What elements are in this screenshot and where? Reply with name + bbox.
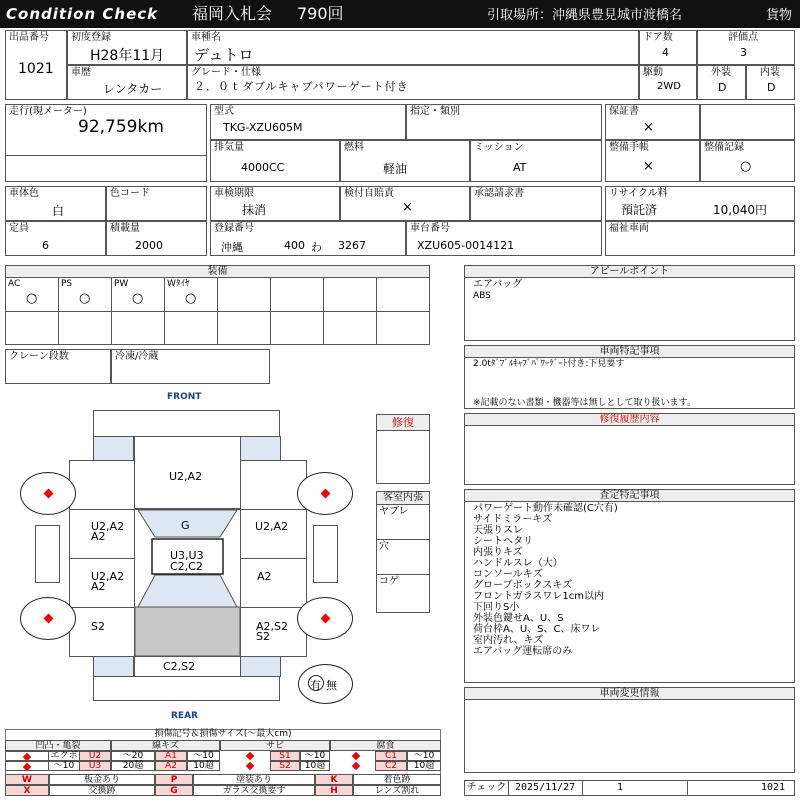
special-line-2: ※記載のない書類・機器等は無しとして取り扱います。: [473, 398, 696, 408]
note-line: フロントガラスワレ1cm以内: [473, 591, 605, 602]
check-number: 1: [617, 782, 624, 793]
note-line: 天張りスレ: [473, 525, 523, 536]
transmission-value: AT: [513, 161, 527, 174]
approval-label: 承認請求書: [474, 188, 524, 199]
code-key: H: [315, 785, 353, 796]
doors-value: 4: [662, 46, 669, 59]
roof-damage-2: C2,C2: [170, 560, 203, 573]
warranty-blank-box: [700, 104, 795, 140]
inspection-value: 抹消: [242, 203, 267, 217]
repair-history-panel: [464, 413, 795, 485]
check-label: チェック: [465, 781, 509, 795]
lf-door-damage-1: U2,A2: [91, 520, 125, 533]
recycle-status: 預託済: [621, 203, 658, 217]
manual-box: [605, 140, 700, 182]
left-front-fender: [69, 460, 135, 510]
capacity-box: [5, 221, 106, 256]
registration-number: 3267: [338, 239, 366, 252]
designation-label: 指定・類別: [410, 106, 460, 117]
equip-ps: [58, 277, 112, 312]
warranty-box: [605, 104, 700, 140]
special-title: 車両特記事項: [465, 346, 794, 358]
legend-code: U2: [79, 751, 111, 761]
interior-label: 内装: [760, 67, 780, 78]
capacity-value: 6: [42, 239, 49, 252]
rear-window: [138, 575, 237, 607]
legend-text: 10超: [187, 761, 220, 771]
car-name-box: [187, 30, 639, 65]
appeal-title: アピールポイント: [465, 266, 794, 278]
transmission-box: [470, 140, 602, 182]
interior-box: [746, 65, 795, 100]
spare-no: 無: [326, 679, 337, 692]
load-label: 積載量: [110, 223, 140, 234]
right-front-fender: [240, 460, 307, 510]
record-value: ○: [740, 159, 752, 174]
inspection-label: 車検期限: [214, 188, 254, 199]
car-name-value: デュトロ: [194, 46, 254, 64]
legend-code: U3: [79, 761, 111, 771]
chassis-label: 車台番号: [410, 223, 450, 234]
score-value: 3: [740, 46, 747, 59]
vehicle-category: 貨物: [766, 8, 793, 23]
fuel-value: 軽油: [383, 162, 408, 176]
note-line: シートヘタリ: [473, 536, 533, 547]
manual-value: ×: [643, 159, 654, 174]
legend-text: 10超: [300, 761, 330, 771]
repair-box: [376, 414, 430, 484]
legend-text: ～10: [407, 751, 441, 761]
left-front-door: [69, 509, 135, 559]
crane-box: [5, 349, 111, 384]
left-rear-door: [69, 558, 135, 608]
model-value: TKG-XZU605M: [223, 121, 303, 134]
legend-diamond-icon: [23, 753, 31, 761]
chassis-box: [406, 221, 602, 256]
hood-damage: U2,A2: [169, 470, 203, 483]
equip-empty: [58, 311, 112, 345]
equip-empty: [376, 277, 430, 312]
first-reg-value: H28年11月: [90, 48, 165, 64]
repair-box-title: 修復: [377, 415, 429, 431]
insurance-label: 検付自賠責: [344, 188, 394, 199]
code-key: G: [155, 785, 193, 796]
note-line: エアバッグ運転席のみ: [473, 646, 573, 657]
code-desc: レンズ割れ: [353, 785, 441, 796]
cargo-bed: [135, 607, 240, 656]
equip-pw-label: PW: [114, 279, 129, 289]
mileage-divider: [6, 155, 206, 156]
manual-label: 整備手帳: [609, 142, 649, 153]
crane-label: クレーン段数: [9, 351, 69, 362]
mileage-box: [5, 104, 207, 182]
registration-class: 400: [284, 239, 305, 252]
code-key: W: [5, 774, 49, 785]
note-line: 外装色鍵せA、U、S: [473, 613, 564, 624]
rf-door-damage: U2,A2: [255, 520, 289, 533]
registration-label: 登録番号: [214, 223, 254, 234]
lot-label: 出品番号: [9, 32, 49, 43]
legend-text: ～10: [48, 761, 80, 771]
note-line: 内張りキズ: [473, 547, 523, 558]
mileage-value: 92,759km: [78, 117, 164, 137]
mileage-label: 走行(現メーター): [9, 106, 87, 117]
equip-ps-mark: ○: [79, 291, 91, 306]
legend-code: A1: [155, 751, 187, 761]
roof-damage-1: U3,U3: [170, 549, 204, 562]
rear-left-corner: [93, 656, 134, 677]
appeal-line-2: ABS: [473, 291, 491, 301]
rr-door-damage: A2: [257, 570, 272, 583]
freezer-label: 冷凍/冷蔵: [115, 351, 159, 362]
code-key: K: [315, 774, 353, 785]
history-label: 車歴: [71, 67, 91, 78]
left-bed-side: [69, 607, 135, 657]
appeal-panel: [464, 265, 795, 341]
color-label: 車体色: [9, 188, 39, 199]
score-label: 評価点: [728, 32, 758, 43]
repair-history-title: 修復履歴内容: [465, 414, 794, 426]
equipment-title: 装備: [6, 266, 429, 278]
color-code-label: 色コード: [110, 188, 150, 199]
note-line: パワーゲート動作未確認(C穴有): [473, 503, 618, 514]
model-box: [210, 104, 406, 140]
designation-box: [406, 104, 602, 140]
lr-door-damage-2: A2: [91, 580, 106, 593]
doors-label: ドア数: [643, 32, 673, 43]
hood-panel: [134, 436, 241, 509]
equip-ps-label: PS: [61, 279, 73, 289]
change-info-panel: [464, 687, 795, 773]
lot-value: 1021: [18, 61, 54, 77]
welfare-box: [605, 221, 795, 256]
equip-empty: [323, 277, 377, 312]
color-value: 白: [52, 204, 65, 218]
front-left-corner: [93, 436, 134, 461]
equip-empty: [164, 311, 218, 345]
change-info-title: 車両変更情報: [465, 688, 794, 700]
legend-code: C1: [375, 751, 407, 761]
interior-divider: [377, 539, 429, 540]
code-desc: ガラス交換要す: [193, 785, 315, 796]
header-title: Condition Check: [6, 5, 159, 23]
color-box: [5, 186, 106, 221]
freezer-box: [111, 349, 270, 384]
rear-bumper: [93, 676, 280, 701]
appeal-line-1: エアバッグ: [473, 279, 523, 290]
first-reg-label: 初度登録: [71, 32, 111, 43]
equipment-grid: [5, 277, 430, 345]
check-divider: [687, 781, 688, 795]
special-panel: [464, 345, 795, 409]
equip-empty: [5, 311, 59, 345]
note-line: 下回りS小: [473, 602, 520, 613]
equip-wtire: [164, 277, 218, 312]
equip-ac: [5, 277, 59, 312]
displacement-box: [210, 140, 340, 182]
legend-text: ～10: [187, 751, 220, 761]
equip-wtire-mark: ○: [185, 291, 197, 306]
pickup-location: 引取場所：沖縄県豊見城市渡橋名: [487, 8, 683, 23]
grade-box: [187, 65, 639, 100]
insurance-box: [340, 186, 470, 221]
legend-title: 損傷記号＆損傷サイズ(～最大cm): [154, 729, 292, 739]
legend-diamond-cell: [5, 751, 49, 761]
interior-value: D: [767, 81, 776, 94]
interior-divider: [377, 574, 429, 575]
equip-ac-label: AC: [8, 279, 21, 289]
legend-code: S1: [270, 751, 300, 761]
special-line-1: 2.0tﾀﾞﾌﾞﾙｷｬﾌﾞﾊﾟﾜｰｹﾞｰﾄ付き:下見要す: [473, 359, 625, 369]
right-front-door: [240, 509, 307, 559]
rear-label: REAR: [171, 711, 198, 721]
warranty-value: ×: [643, 120, 654, 135]
legend-cat: 線キズ: [111, 740, 220, 751]
legend-text: ～10: [300, 751, 330, 761]
history-value: レンタカー: [103, 82, 163, 96]
interior-hole-label: 穴: [379, 541, 389, 552]
equip-ac-mark: ○: [26, 291, 38, 306]
legend-code: S2: [270, 761, 300, 771]
check-footer: [464, 780, 795, 796]
legend-text: ～20: [111, 751, 155, 761]
exterior-value: D: [718, 81, 727, 94]
legend-text: 20超: [111, 761, 155, 771]
registration-kana: わ: [311, 241, 322, 254]
recycle-fee: 10,040円: [713, 203, 767, 217]
legend-text: 10超: [407, 761, 441, 771]
recycle-box: [605, 186, 795, 221]
legend-cat: サビ: [220, 740, 330, 751]
interior-tear-label: ヤブレ: [379, 506, 409, 517]
inspection-notes-panel: [464, 489, 795, 683]
warranty-label: 保証書: [609, 106, 639, 117]
inspection-notes-title: 査定特記事項: [465, 490, 794, 502]
equip-pw-mark: ○: [132, 291, 144, 306]
history-box: [67, 65, 187, 100]
legend-cat: 腐食: [330, 740, 441, 751]
load-value: 2000: [135, 239, 163, 252]
interior-lining-title: 客室内張: [377, 492, 429, 505]
score-box: [697, 30, 795, 65]
code-desc: 着色跡: [353, 774, 441, 785]
recycle-label: リサイクル料: [609, 188, 668, 199]
front-bumper: [93, 410, 280, 437]
lot-box: [5, 30, 67, 100]
welfare-label: 福祉車両: [609, 223, 649, 234]
front-label: FRONT: [167, 392, 202, 402]
grade-label: グレード・仕様: [191, 67, 261, 78]
record-box: [700, 140, 795, 182]
check-divider: [582, 781, 583, 795]
exterior-label: 外装: [711, 67, 731, 78]
note-line: 室内汚れ、キズ: [473, 635, 544, 646]
chassis-value: XZU605-0014121: [417, 239, 515, 252]
rear-right-corner: [240, 656, 281, 677]
model-label: 型式: [214, 106, 234, 117]
note-line: ハンドルスレ（大）: [473, 558, 563, 569]
rear-panel: [134, 656, 241, 677]
grade-value: ２．０ｔダブルキャブパワーゲート付き: [194, 80, 409, 93]
equip-wtire-label: Wﾀｲﾔ: [167, 279, 190, 289]
left-bed-damage: S2: [91, 620, 105, 633]
record-label: 整備記録: [704, 142, 744, 153]
interior-lining-box: [376, 491, 430, 613]
equip-empty: [270, 277, 324, 312]
spare-yes: 有: [310, 679, 321, 692]
equip-empty: [270, 311, 324, 345]
note-line: グローブボックスキズ: [473, 580, 573, 591]
legend-text: エクボ: [48, 751, 80, 761]
code-desc: 板金あり: [49, 774, 155, 785]
doors-box: [639, 30, 697, 65]
code-key: X: [5, 785, 49, 796]
equip-empty: [111, 311, 165, 345]
right-bed-damage-2: S2: [256, 630, 270, 643]
registration-box: [210, 221, 406, 256]
capacity-label: 定員: [9, 223, 29, 234]
insurance-value: ×: [402, 200, 413, 215]
right-bed-damage-1: A2,S2: [256, 620, 289, 633]
first-reg-box: [67, 30, 187, 65]
note-line: コンソールキズ: [473, 569, 543, 580]
drive-label: 駆動: [643, 67, 663, 78]
code-desc: 塗装あり: [193, 774, 315, 785]
legend-diamond-cell: [5, 761, 49, 771]
equip-empty: [217, 311, 271, 345]
exterior-box: [697, 65, 746, 100]
note-line: 荷台枠A、U、S、C、床ワレ: [473, 624, 601, 635]
car-name-label: 車種名: [191, 32, 221, 43]
rear-damage: C2,S2: [163, 660, 196, 673]
registration-area: 沖縄: [221, 241, 243, 254]
auction-lot: 790回: [297, 4, 344, 23]
windshield-damage: G: [181, 519, 190, 532]
code-desc: 交換跡: [49, 785, 155, 796]
legend-diamond-icon: [23, 763, 31, 771]
fuel-box: [340, 140, 470, 182]
transmission-label: ミッション: [474, 142, 524, 153]
legend-code: C2: [375, 761, 407, 771]
auction-name: 福岡入札会: [192, 4, 273, 23]
load-box: [106, 221, 207, 256]
drive-value: 2WD: [657, 81, 681, 92]
equip-empty: [376, 311, 430, 345]
lr-door-damage-1: U2,A2: [91, 570, 125, 583]
color-code-box: [106, 186, 207, 221]
displacement-value: 4000CC: [241, 161, 285, 174]
header-bar: [0, 0, 800, 28]
lf-door-damage-2: A2: [91, 530, 106, 543]
displacement-label: 排気量: [214, 142, 244, 153]
drive-box: [639, 65, 697, 100]
front-right-corner: [240, 436, 281, 461]
interior-burn-label: コゲ: [379, 576, 399, 587]
check-lot: 1021: [761, 782, 786, 793]
equip-empty: [217, 277, 271, 312]
code-key: P: [155, 774, 193, 785]
right-mirror: [313, 525, 338, 583]
inspection-box: [210, 186, 340, 221]
left-mirror: [35, 525, 60, 583]
equip-empty: [323, 311, 377, 345]
check-date: 2025/11/27: [515, 782, 576, 793]
right-rear-door: [240, 558, 307, 608]
fuel-label: 燃料: [344, 142, 364, 153]
note-line: サイドミラーキズ: [473, 514, 553, 525]
equip-pw: [111, 277, 165, 312]
approval-box: [470, 186, 602, 221]
legend-code: A2: [155, 761, 187, 771]
legend-cat: 凹凸・亀裂: [5, 740, 111, 751]
